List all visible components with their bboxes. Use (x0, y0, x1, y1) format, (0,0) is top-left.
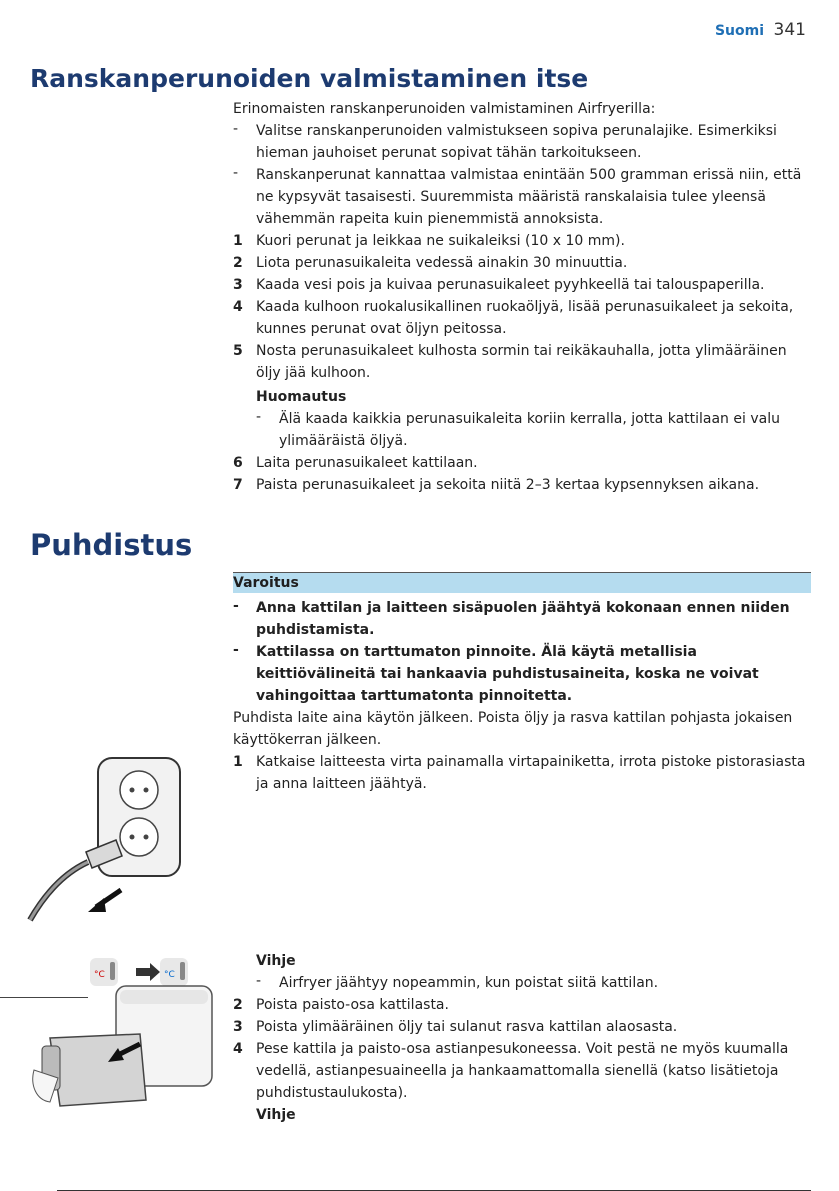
fries-intro: Erinomaisten ranskanperunoiden valmistaminen Airfryerilla: (233, 101, 656, 117)
warning-header: Varoitus (233, 572, 811, 593)
fries-step (233, 274, 811, 296)
page-number: 341 (773, 20, 806, 40)
cleaning-body-lower (233, 950, 811, 1126)
step-text: Kaada kulhoon ruokalusikallinen ruokaöljyä, lisää perunasuikaleet ja sekoita, kunnes perunat ovat öljyn peitossa. (256, 299, 794, 337)
step-text: Katkaise laitteesta virta painamalla virtapainiketta, irrota pistoke pistorasiasta ja anna laitteen jäähtyä. (256, 754, 806, 792)
cleaning-step (233, 1016, 811, 1038)
step-text: Laita perunasuikaleet kattilaan. (256, 455, 478, 471)
fries-step (233, 474, 811, 496)
fries-step (233, 340, 811, 384)
note-title: Huomautus (256, 389, 347, 405)
step-number: 3 (233, 277, 243, 293)
fries-step (233, 452, 811, 474)
step-text: Nosta perunasuikaleet kulhosta sormin tai reikäkauhalla, jotta ylimääräinen öljy jää kulhoon. (256, 343, 787, 381)
step-number: 7 (233, 477, 243, 493)
step-number: 1 (233, 233, 243, 249)
temp-label-hot: °C (94, 970, 105, 980)
header-language: Suomi (714, 23, 764, 39)
step-text: Kaada vesi pois ja kuivaa perunasuikaleet pyyhkeellä tai talouspaperilla. (256, 277, 765, 293)
warning-item: - Kattilassa on tarttumaton pinnoite. Älä käytä metallisia keittiövälineitä tai hankaavia puhdistusaineita, koska ne voivat vahingoittaa tarttumatonta pinnoitetta. (233, 641, 811, 707)
step-number: 2 (233, 997, 243, 1013)
fries-bullet: - Valitse ranskanperunoiden valmistukseen sopiva perunalajike. Esimerkiksi hieman jauhoiset perunat sopivat tähän tarkoitukseen. (233, 120, 811, 164)
section-fries-body (233, 98, 811, 496)
note-text: - Älä kaada kaikkia perunasuikaleita koriin kerralla, jotta kattilaan ei valu ylimääräistä öljyä. (256, 408, 811, 452)
section-title-fries: Ranskanperunoiden valmistaminen itse (30, 64, 589, 93)
tip-text: - Airfryer jäähtyy nopeammin, kun poistat siitä kattilan. (256, 972, 811, 994)
pan-icon (50, 1034, 146, 1106)
step-number: 6 (233, 455, 243, 471)
fries-bullet: - Ranskanperunat kannattaa valmistaa enintään 500 gramman erissä niin, että ne kypsyvät tasaisesti. Suuremmista määristä ranskalaisia tulee yleensä vähemmän rapeita kuin pienemmistä annoksista. (233, 164, 811, 230)
cleaning-step (233, 1038, 811, 1104)
section-title-cleaning: Puhdistus (30, 528, 193, 562)
step-text: Poista paisto-osa kattilasta. (256, 997, 449, 1013)
step-number: 3 (233, 1019, 243, 1035)
divider (0, 997, 88, 998)
airfryer-illustration (28, 950, 214, 1120)
step-number: 1 (233, 754, 243, 770)
unplug-illustration (26, 752, 198, 928)
tip-title: Vihje (256, 953, 296, 969)
fries-step (233, 252, 811, 274)
fries-step (233, 230, 811, 252)
arrow-icon (136, 963, 160, 981)
cleaning-intro: Puhdista laite aina käytön jälkeen. Poista öljy ja rasva kattilan pohjasta jokaisen käyttökerran jälkeen. (233, 710, 793, 748)
cleaning-step (233, 994, 811, 1016)
temp-label-cool: °C (164, 970, 175, 980)
step-number: 5 (233, 343, 243, 359)
step-text: Poista ylimääräinen öljy tai sulanut rasva kattilan alaosasta. (256, 1019, 678, 1035)
cleaning-body (233, 597, 811, 795)
warning-item: - Anna kattilan ja laitteen sisäpuolen jäähtyä kokonaan ennen niiden puhdistamista. (233, 597, 811, 641)
step-text: Kuori perunat ja leikkaa ne suikaleiksi (10 x 10 mm). (256, 233, 625, 249)
step-number: 2 (233, 255, 243, 271)
step-number: 4 (233, 1041, 243, 1057)
cleaning-step (233, 751, 811, 795)
step-number: 4 (233, 299, 243, 315)
tip-title: Vihje (256, 1107, 296, 1123)
fries-step (233, 296, 811, 340)
step-text: Pese kattila ja paisto-osa astianpesukoneessa. Voit pestä ne myös kuumalla vedellä, astianpesuaineella ja hankaamattomalla sienellä (katso lisätietoja puhdistustaulukosta). (256, 1041, 789, 1101)
step-text: Paista perunasuikaleet ja sekoita niitä 2–3 kertaa kypsennyksen aikana. (256, 477, 760, 493)
step-text: Liota perunasuikaleita vedessä ainakin 30 minuuttia. (256, 255, 628, 271)
